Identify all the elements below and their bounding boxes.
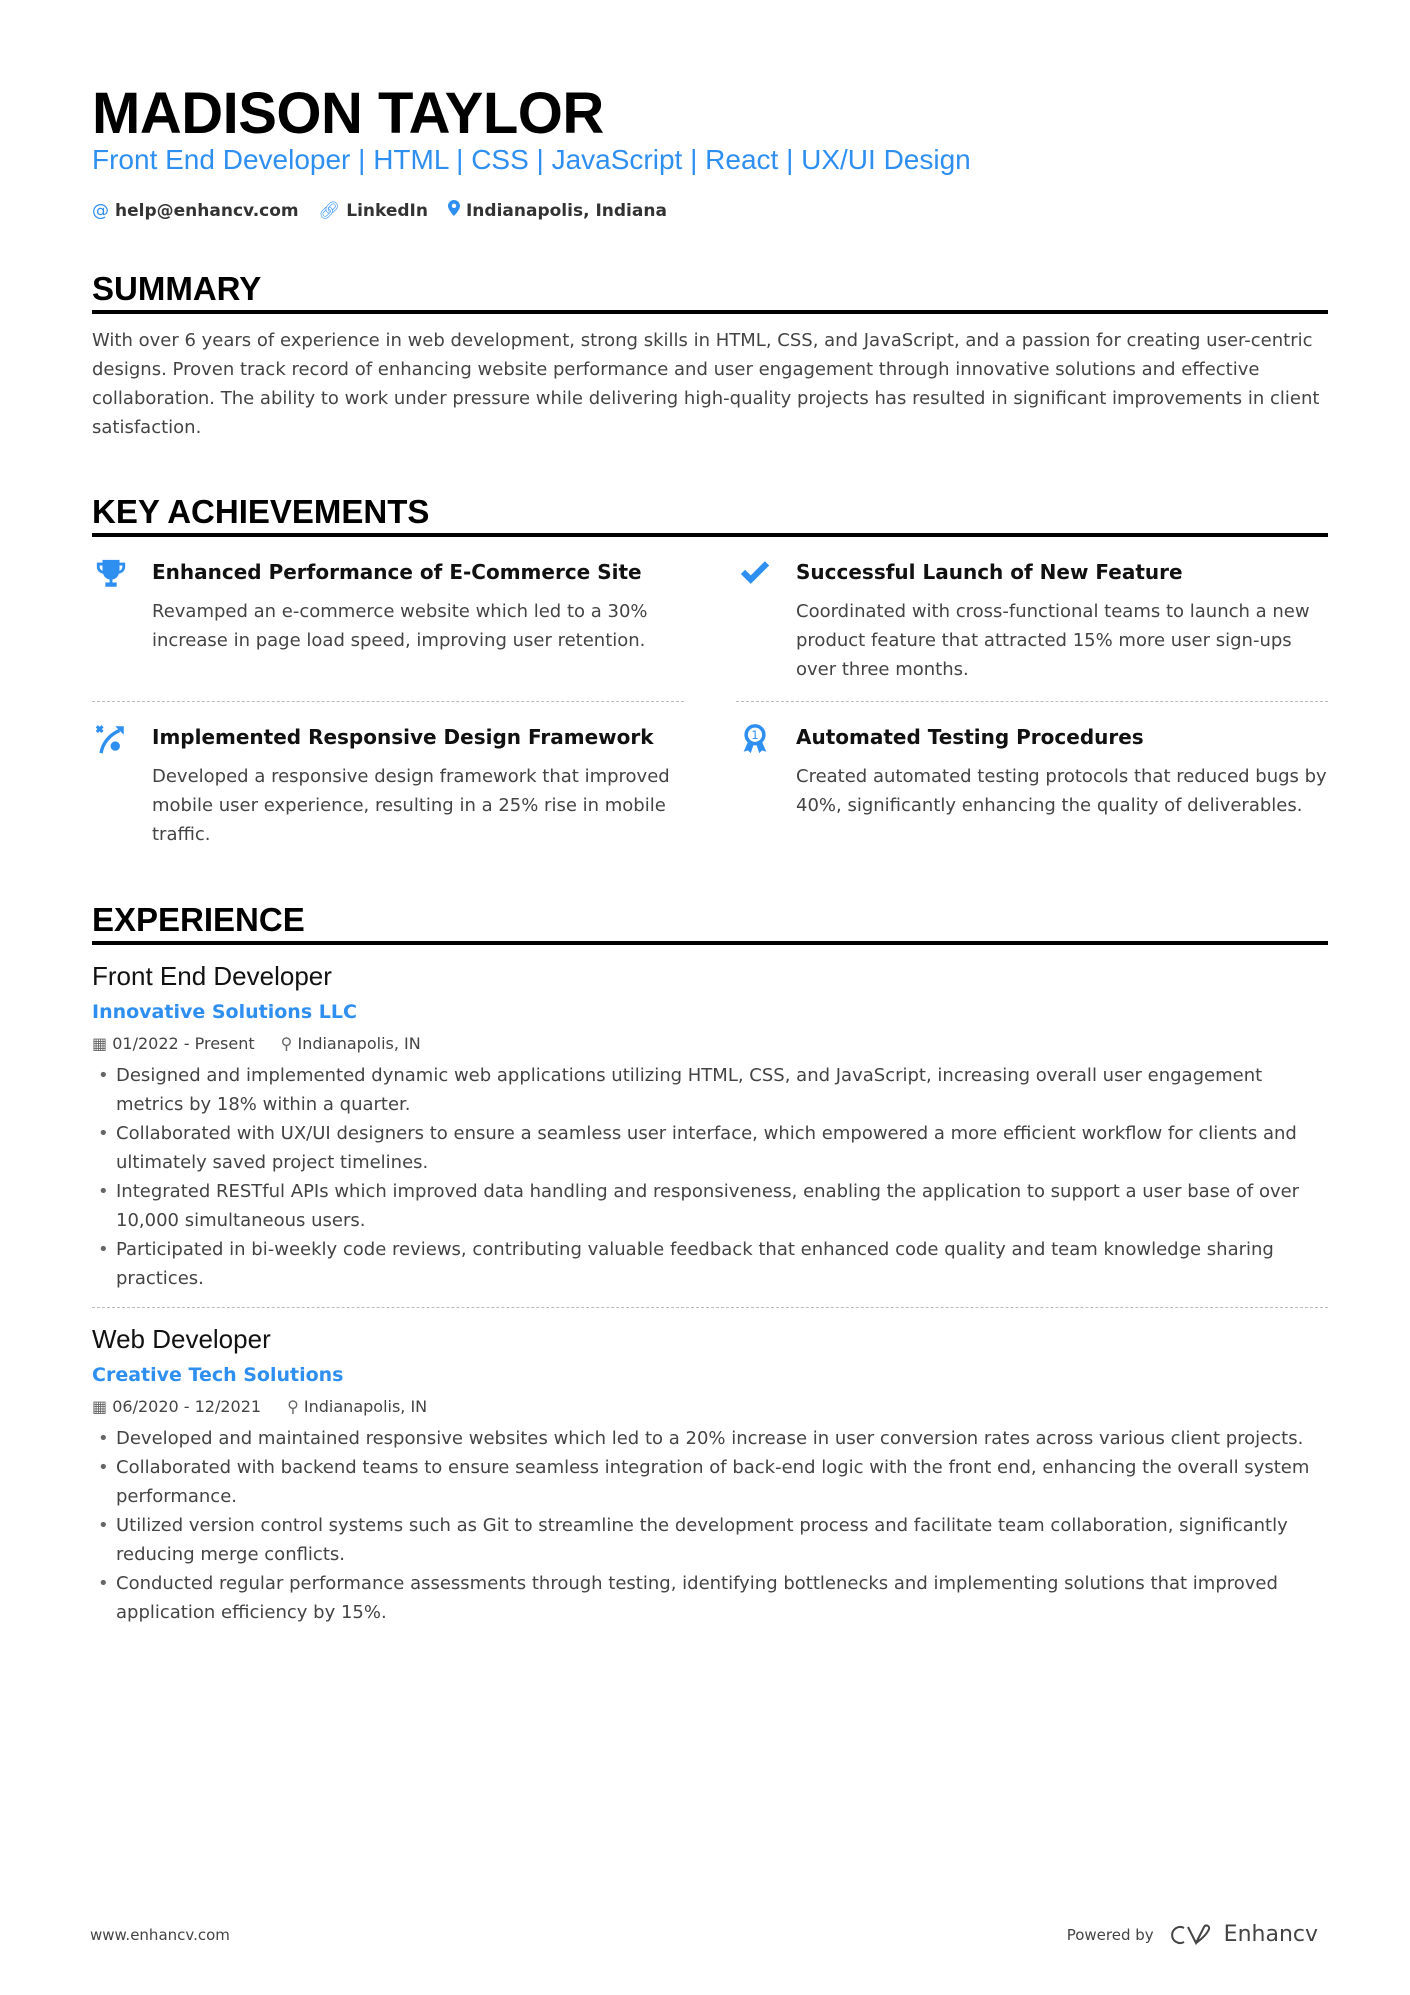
calendar-icon: ▦: [92, 1034, 113, 1053]
achievement-text: Revamped an e-commerce website which led to a 30% increase in page load speed, improving user retention.: [152, 601, 648, 651]
svg-text:1: 1: [751, 728, 759, 742]
website-link[interactable]: www.enhancv.com: [90, 1925, 230, 1944]
achievement-text: Developed a responsive design framework that improved mobile user experience, resulting in a 25% rise in mobile traffic.: [152, 766, 670, 845]
candidate-name: MADISON TAYLOR: [92, 81, 604, 146]
achievement-title: Automated Testing Procedures: [796, 725, 1144, 749]
location-icon: [448, 200, 460, 221]
email-text: help@enhancv.com: [115, 200, 299, 221]
experience-section: [92, 901, 1328, 1627]
summary-section: [92, 270, 1328, 442]
achievement-item: [736, 537, 1328, 702]
link-icon: 🔗︎: [318, 200, 341, 221]
location-icon: ⚲: [287, 1397, 304, 1416]
award-ribbon-icon: [738, 722, 774, 758]
job-location: ⚲ Indianapolis, IN: [280, 1034, 421, 1053]
job-location: ⚲ Indianapolis, IN: [287, 1397, 428, 1416]
achievement-title: Enhanced Performance of E-Commerce Site: [152, 560, 642, 584]
achievement-text: Coordinated with cross-functional teams to launch a new product feature that attracted 15% more user sign-ups over three months.: [796, 601, 1310, 680]
achievement-text: Created automated testing protocols that reduced bugs by 40%, significantly enhancing the quality of deliverables.: [796, 766, 1327, 816]
job-dates: ▦ 06/2020 - 12/2021: [92, 1397, 262, 1416]
job-bullets: [92, 1424, 1328, 1627]
job-bullets: [92, 1061, 1328, 1293]
section-heading: KEY ACHIEVEMENTS: [92, 493, 1328, 537]
achievements-section: [92, 493, 1328, 865]
summary-text: With over 6 years of experience in web development, strong skills in HTML, CSS, and JavaScript, and a passion for creating user-centric designs. Proven track record of enhancing website performance and user engagement through innovative solutions and effective collaboration. The ability to work under pressure while delivering high-quality projects has resulted in significant improvements in client satisfaction.: [92, 330, 1320, 438]
trophy-icon: [94, 557, 130, 593]
strategy-icon: [94, 722, 130, 758]
bullet: • Developed and maintained responsive websites which led to a 20% increase in user conversion rates across various client projects.: [92, 1424, 1328, 1453]
enhancv-logo[interactable]: [1168, 1922, 1318, 1947]
achievement-item: [92, 537, 684, 702]
company-name: Innovative Solutions LLC: [92, 1001, 357, 1023]
achievement-item: [92, 702, 684, 865]
at-icon: @: [92, 200, 109, 221]
job-title: Web Developer: [92, 1324, 271, 1354]
checkmark-icon: [738, 557, 774, 593]
contact-linkedin[interactable]: [319, 200, 428, 221]
job-entry: [92, 1322, 1328, 1627]
bullet: • Utilized version control systems such as Git to streamline the development process and facilitate team collaboration, significantly reducing merge conflicts.: [92, 1511, 1328, 1569]
achievement-title: Implemented Responsive Design Framework: [152, 725, 654, 749]
bullet: • Collaborated with UX/UI designers to ensure a seamless user interface, which empowered a more efficient workflow for clients and ultimately saved project timelines.: [92, 1119, 1328, 1177]
contact-info: [92, 200, 667, 221]
achievement-title: Successful Launch of New Feature: [796, 560, 1183, 584]
bullet: • Integrated RESTful APIs which improved data handling and responsiveness, enabling the application to support a user base of over 10,000 simultaneous users.: [92, 1177, 1328, 1235]
footer: [90, 1922, 1318, 1947]
brand-name: Enhancv: [1223, 1922, 1318, 1947]
job-entry: [92, 959, 1328, 1308]
company-name: Creative Tech Solutions: [92, 1364, 344, 1386]
bullet: • Designed and implemented dynamic web applications utilizing HTML, CSS, and JavaScript, increasing overall user engagement metrics by 18% within a quarter.: [92, 1061, 1328, 1119]
enhancv-logo-icon: [1168, 1923, 1214, 1947]
bullet: • Conducted regular performance assessments through testing, identifying bottlenecks and implementing solutions that improved application efficiency by 15%.: [92, 1569, 1328, 1627]
linkedin-text: LinkedIn: [346, 200, 428, 221]
job-dates: ▦ 01/2022 - Present: [92, 1034, 255, 1053]
job-title: Front End Developer: [92, 961, 332, 991]
bullet: • Participated in bi-weekly code reviews, contributing valuable feedback that enhanced code quality and team knowledge sharing practices.: [92, 1235, 1328, 1293]
calendar-icon: ▦: [92, 1397, 113, 1416]
location-icon: ⚲: [280, 1034, 298, 1053]
powered-by-label: Powered by: [1066, 1925, 1154, 1944]
contact-location: [448, 200, 667, 221]
section-heading: EXPERIENCE: [92, 901, 1328, 945]
achievement-item: [736, 702, 1328, 865]
candidate-title: Front End Developer | HTML | CSS | JavaScript | React | UX/UI Design: [92, 144, 971, 175]
bullet: • Collaborated with backend teams to ensure seamless integration of back-end logic with the front end, enhancing the overall system performance.: [92, 1453, 1328, 1511]
location-text: Indianapolis, Indiana: [465, 200, 667, 221]
section-heading: SUMMARY: [92, 270, 1328, 314]
contact-email[interactable]: [92, 200, 299, 221]
